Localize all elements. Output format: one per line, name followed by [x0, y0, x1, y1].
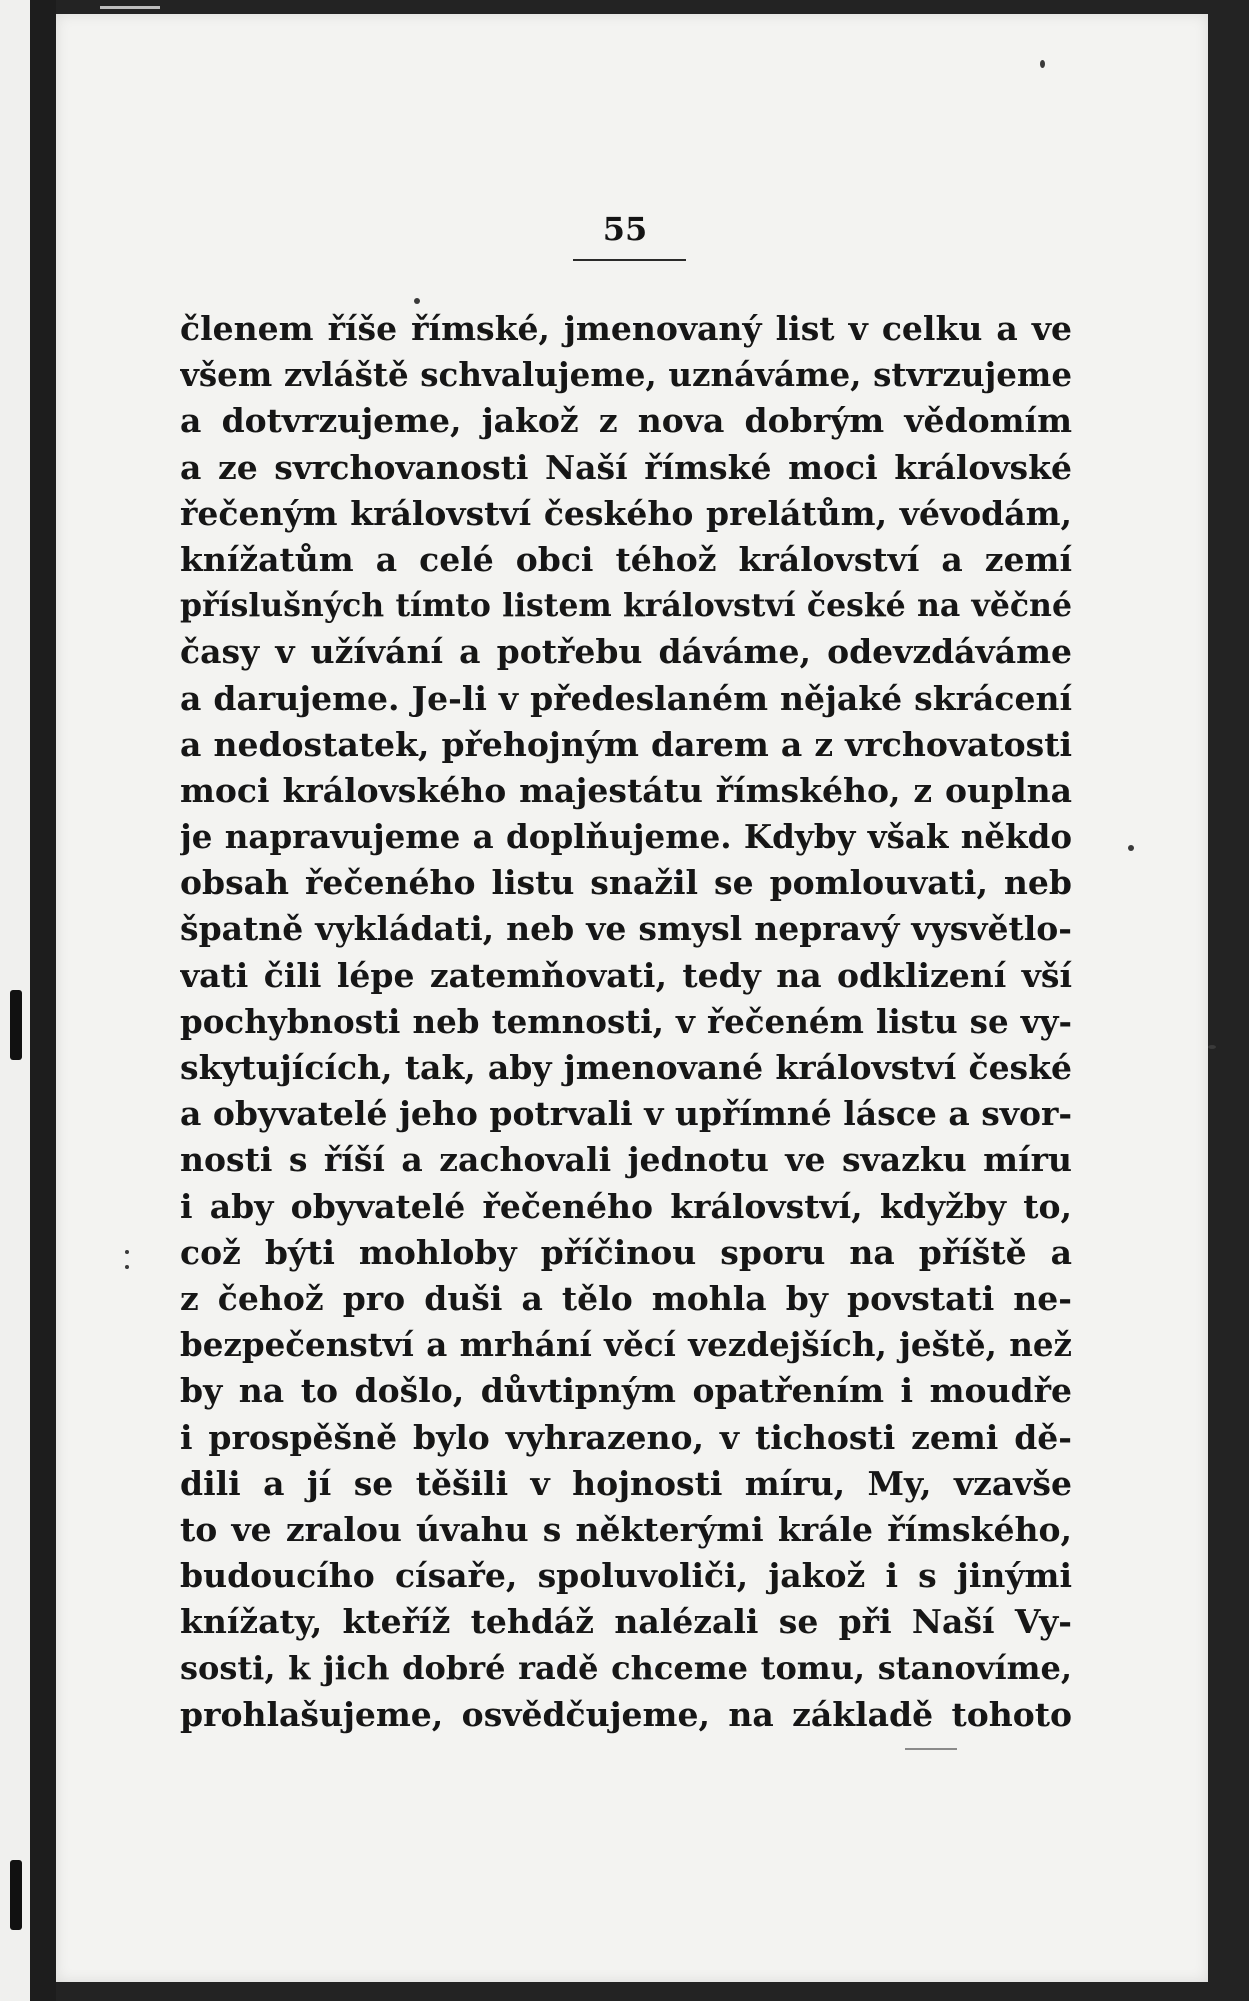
text-line: je napravujeme a doplňujeme. Kdyby však někdo	[180, 817, 1072, 857]
text-line: všem zvláště schvalujeme, uznáváme, stvrzujeme	[180, 355, 1072, 395]
text-line: skytujících, tak, aby jmenované království české	[180, 1048, 1072, 1087]
text-line: knížatům a celé obci téhož království a zemí	[180, 539, 1072, 579]
text-line: špatně vykládati, neb ve smysl nepravý vysvětlo-	[180, 909, 1072, 949]
text-line: pochybnosti neb temnosti, v řečeném listu se vy-	[180, 1001, 1072, 1041]
text-line: a nedostatek, přehojným darem a z vrchovatosti	[180, 724, 1072, 764]
text-line: by na to došlo, důvtipným opatřením i moudře	[180, 1371, 1072, 1411]
scan-speck	[125, 1265, 129, 1269]
text-line: členem říše římské, jmenovaný list v celku a ve	[180, 309, 1072, 348]
binding-mark	[10, 990, 22, 1060]
scan-speck	[414, 298, 420, 304]
binding-mark	[10, 1860, 22, 1930]
text-line: i prospěšně bylo vyhrazeno, v tichosti zemi dě-	[180, 1417, 1072, 1457]
adjacent-page-edge	[0, 0, 56, 2001]
page-number-rule	[573, 259, 686, 261]
text-line: knížaty, kteříž tehdáž nalézali se při Naší Vy-	[180, 1602, 1072, 1642]
text-line: dili a jí se těšili v hojnosti míru, My, vzavše	[180, 1463, 1072, 1503]
text-line: z čehož pro duši a tělo mohla by povstati ne-	[180, 1278, 1072, 1318]
scan-speck	[1208, 1045, 1216, 1049]
scan-artifact	[905, 1748, 957, 1750]
text-line: prohlašujeme, osvědčujeme, na základě tohoto	[180, 1694, 1072, 1734]
text-line: moci královského majestátu římského, z ouplna	[180, 770, 1072, 810]
page-number: 55	[602, 210, 648, 248]
text-line: nosti s říší a zachovali jednotu ve svazku míru	[180, 1140, 1072, 1180]
text-line: a obyvatelé jeho potrvali v upřímné lásce a svor-	[180, 1094, 1072, 1134]
text-line: budoucího císaře, spoluvoliči, jakož i s jinými	[180, 1556, 1072, 1596]
text-line: a ze svrchovanosti Naší římské moci královské	[180, 447, 1072, 487]
scan-speck	[125, 1250, 129, 1254]
scan-artifact	[100, 6, 160, 9]
body-text	[180, 306, 1072, 1738]
text-line: vati čili lépe zatemňovati, tedy na odklizení vší	[180, 955, 1072, 995]
text-line: a dotvrzujeme, jakož z nova dobrým vědomím	[180, 401, 1072, 441]
text-line: to ve zralou úvahu s některými krále římského,	[180, 1509, 1072, 1549]
text-line: sosti, k jich dobré radě chceme tomu, stanovíme,	[180, 1649, 1072, 1688]
text-line: a darujeme. Je-li v předeslaném nějaké skrácení	[180, 678, 1072, 718]
text-line: časy v užívání a potřebu dáváme, odevzdáváme	[180, 632, 1072, 672]
text-line: řečeným království českého prelátům, vévodám,	[180, 493, 1072, 533]
scan-speck	[1040, 60, 1045, 68]
text-line: i aby obyvatelé řečeného království, kdyžby to,	[180, 1186, 1072, 1226]
text-line: obsah řečeného listu snažil se pomlouvati, neb	[180, 863, 1072, 903]
text-line: což býti mohloby příčinou sporu na příště a	[180, 1232, 1072, 1272]
scan-speck	[1128, 845, 1134, 851]
text-line: příslušných tímto listem království české na věčné	[180, 587, 1072, 625]
text-line: bezpečenství a mrhání věcí vezdejších, ještě, než	[180, 1325, 1072, 1365]
